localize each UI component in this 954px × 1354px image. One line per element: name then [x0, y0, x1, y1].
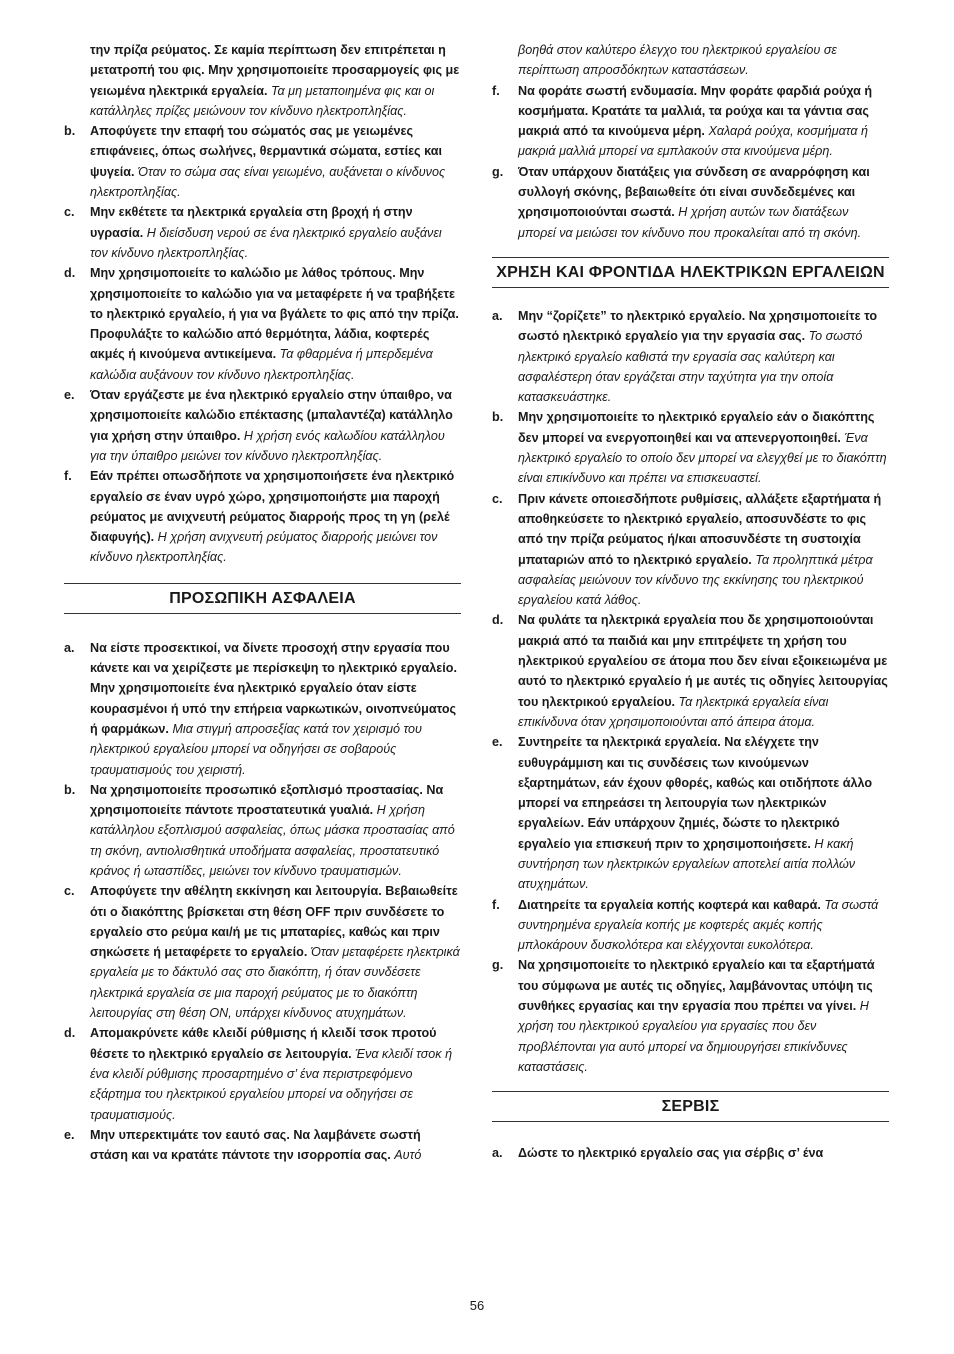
section-heading-use-and-care: ΧΡΗΣΗ ΚΑΙ ΦΡΟΝΤΙΔΑ ΗΛΕΚΤΡΙΚΩΝ ΕΡΓΑΛΕΙΩΝ — [492, 257, 889, 288]
italic-text: Όταν το σώμα σας είναι γειωμένο, αυξάνεται ο κίνδυνος ηλεκτροπληξίας. — [90, 164, 446, 200]
italic-text: Τα φθαρμένα ή μπερδεμένα καλώδια αυξάνουν τον κίνδυνο ηλεκτροπληξίας. — [90, 347, 433, 382]
bold-text: Αποφύγετε την αθέλητη εκκίνηση και λειτουργία. Βεβαιωθείτε ότι ο διακόπτης βρίσκεται στη θέση OFF πριν συνδέσετε το εργαλείο στο ρεύμα και/ή με τις μπαταρίες, καθώς και πριν σηκώσετε ή μεταφέρετε το εργαλείο. — [90, 884, 458, 960]
continued-paragraph — [64, 40, 461, 121]
italic-text: Η διείσδυση νερού σε ένα ηλεκτρικό εργαλείο αυξάνει τον κίνδυνο ηλεκτροπληξίας. — [90, 225, 442, 260]
bold-text: Να φυλάτε τα ηλεκτρικά εργαλεία που δε χρησιμοποιούνται μακριά από τα παιδιά και μην επιτρέψετε τη χρήση του ηλεκτρικού εργαλείου σε άτομα που δεν είναι εξοικειωμένα με αυτό το ηλεκτρικό εργαλείο ή με αυτές τις οδηγίες λειτουργίας του ηλεκτρικού εργαλείου. — [518, 613, 888, 709]
italic-text: Η χρήση αυτών των διατάξεων μπορεί να μειώσει τον κίνδυνο που προκαλείται από τη σκόνη. — [518, 205, 862, 240]
item-marker: a. — [64, 640, 75, 655]
list-item-d — [64, 263, 461, 385]
italic-text: Ένα κλειδί τσοκ ή ένα κλειδί ρύθμισης προσαρτημένο σ’ ένα περιστρεφόμενο εξάρτημα του ηλεκτρικού εργαλείου μπορεί να οδηγήσει σε τραυματισμούς. — [90, 1046, 453, 1122]
italic-text: Η κακή συντήρηση των ηλεκτρικών εργαλείων αποτελεί αιτία πολλών ατυχημάτων. — [518, 836, 856, 892]
list-item-e — [64, 385, 461, 466]
item-marker: e. — [492, 735, 503, 750]
item-marker: c. — [64, 884, 75, 899]
page-number: 56 — [469, 1298, 485, 1313]
italic-text: Ένα ηλεκτρικό εργαλείο το οποίο δεν μπορεί να ελεγχθεί με το διακόπτη είναι επικίνδυνο και πρέπει να επισκευαστεί. — [518, 430, 887, 486]
item-marker: a. — [492, 308, 503, 323]
bold-text: Μην εκθέτετε τα ηλεκτρικά εργαλεία στη βροχή ή στην υγρασία. — [90, 205, 413, 240]
section-heading-service: ΣΕΡΒΙΣ — [492, 1091, 889, 1122]
bold-text: Μην χρησιμοποιείτε το ηλεκτρικό εργαλείο εάν ο διακόπτης δεν μπορεί να ενεργοποιηθεί και να απενεργοποιηθεί. — [518, 410, 875, 445]
bold-text: Να χρησιμοποιείτε το ηλεκτρικό εργαλείο και τα εξαρτήματά του σύμφωνα με αυτές τις οδηγίες, λαμβάνοντας υπόψη τις συνθήκες εργασίας και την εργασία που πρέπει να γίνει. — [518, 958, 875, 1014]
right-column — [492, 40, 889, 1164]
bold-text: Απομακρύνετε κάθε κλειδί ρύθμισης ή κλειδί τσοκ προτού θέσετε το ηλεκτρικό εργαλείο σε λειτουργία. — [90, 1026, 437, 1061]
item-marker: c. — [492, 491, 503, 506]
italic-text: Τα σωστά συντηρημένα εργαλεία κοπής με κοφτερές ακμές κοπής μπλοκάρουν δυσκολότερα και ελέγχονται ευκολότερα. — [518, 897, 879, 953]
italic-text: Η χρήση του ηλεκτρικού εργαλείου για εργασίες που δεν προβλέπονται για αυτό μπορεί να δημιουργήσει επικίνδυνες καταστάσεις. — [518, 999, 869, 1074]
bold-text: Συντηρείτε τα ηλεκτρικά εργαλεία. Να ελέγχετε την ευθυγράμμιση και τις συνδέσεις των κινούμενων εξαρτημάτων, εάν έχουν φθορές, καθώς και οτιδήποτε άλλο μπορεί να επηρεάσει τη λειτουργία των ηλεκτρικών εργαλείων. Εάν υπάρχουν ζημιές, δώστε το ηλεκτρικό εργαλείο για επισκευή πριν το χρησιμοποιήσετε. — [518, 735, 873, 851]
list-item-d — [492, 610, 889, 732]
item-marker: f. — [492, 897, 500, 912]
item-marker: c. — [64, 205, 75, 220]
bold-text: Μην χρησιμοποιείτε το καλώδιο με λάθος τρόπους. Μην χρησιμοποιείτε το καλώδιο για να μεταφέρετε ή να τραβήξετε το ηλεκτρικό εργαλείο, ή για να βγάλετε το φις από την πρίζα. Προφυλάξτε το καλώδιο από θερμότητα, λάδια, κοφτερές ακμές ή κινούμενα αντικείμενα. — [90, 266, 459, 362]
section-heading-personal-safety: ΠΡΟΣΩΠΙΚΗ ΑΣΦΑΛΕΙΑ — [64, 583, 461, 614]
bold-text: Δώστε το ηλεκτρικό εργαλείο σας για σέρβις σ’ ένα — [518, 1146, 824, 1161]
bold-text: Εάν πρέπει οπωσδήποτε να χρησιμοποιήσετε ένα ηλεκτρικό εργαλείο σε έναν υγρό χώρο, χρησιμοποιήστε μια παροχή ρεύματος με ανιχνευτή ρεύματος διαρροής προς τη γη (ρελέ διαφυγής). — [90, 469, 455, 545]
italic-text: Τα μη μεταποιημένα φις και οι κατάλληλες πρίζες μειώνουν τον κίνδυνο ηλεκτροπληξίας. — [90, 83, 435, 118]
list-item-f — [492, 895, 889, 956]
italic-text: Η χρήση κατάλληλου εξοπλισμού ασφαλείας, όπως μάσκα προστασίας από τη σκόνη, αντιολισθητικά υποδήματα ασφαλείας, προστατευτικό κράνος ή ωτασπίδες, μειώνει τον κίνδυνο τραυματισμών. — [90, 803, 455, 878]
bold-text: Πριν κάνετε οποιεσδήποτε ρυθμίσεις, αλλάξετε εξαρτήματα ή αποθηκεύσετε το ηλεκτρικό εργαλείο, αποσυνδέστε το φις από την πρίζα ρεύματος ή/και αποσυνδέστε τη συστοιχία μπαταριών από το ηλεκτρικό εργαλείο. — [518, 491, 882, 567]
bold-text: Μην υπερεκτιμάτε τον εαυτό σας. Να λαμβάνετε σωστή στάση και να κρατάτε πάντοτε την ισορροπία σας. — [90, 1127, 421, 1163]
item-marker: d. — [492, 613, 504, 628]
continued-paragraph — [492, 40, 889, 81]
item-marker: e. — [64, 1127, 75, 1142]
item-marker: b. — [64, 124, 76, 139]
list-item-a — [64, 638, 461, 780]
item-marker: d. — [64, 1026, 76, 1041]
italic-text: Μια στιγμή απροσεξίας κατά τον χειρισμό του ηλεκτρικού εργαλείου μπορεί να οδηγήσει σε σοβαρούς τραυματισμούς του χειριστή. — [90, 721, 422, 777]
item-marker: f. — [64, 469, 72, 484]
italic-text: Η χρήση ενός καλωδίου κατάλληλου για την ύπαιθρο μειώνει τον κίνδυνο ηλεκτροπληξίας. — [90, 428, 445, 463]
bold-text: Να φοράτε σωστή ενδυμασία. Μην φοράτε φαρδιά ρούχα ή κοσμήματα. Κρατάτε τα μαλλιά, τα ρούχα και τα γάντια σας μακριά από τα κινούμενα μέρη. — [518, 83, 873, 139]
italic-text: Η χρήση ανιχνευτή ρεύματος διαρροής μειώνει τον κίνδυνο ηλεκτροπληξίας. — [90, 530, 438, 565]
bold-text: Αποφύγετε την επαφή του σώματός σας με γειωμένες επιφάνειες, όπως σωλήνες, θερμαντικά σώματα, εστίες και ψυγεία. — [90, 124, 442, 179]
item-marker: b. — [64, 782, 76, 797]
list-item-b — [492, 407, 889, 488]
list-item-f — [492, 81, 889, 162]
italic-text: Όταν μεταφέρετε ηλεκτρικά εργαλεία με το δάκτυλό σας στο διακόπτη, ή όταν συνδέσετε ηλεκτρικά εργαλεία σε μια παροχή ρεύματος με το διακόπτη λειτουργίας στη θέση ON, υπάρχει κίνδυνος ατυχημάτων. — [90, 945, 460, 1021]
left-column — [64, 40, 461, 1165]
list-item-a — [492, 306, 889, 407]
item-marker: d. — [64, 266, 76, 281]
italic-text: Χαλαρά ρούχα, κοσμήματα ή μακριά μαλλιά μπορεί να εμπλακούν στα κινούμενα μέρη. — [518, 124, 869, 159]
list-item-a — [492, 1143, 889, 1163]
italic-text: Τα ηλεκτρικά εργαλεία είναι επικίνδυνα όταν χρησιμοποιούνται από άπειρα άτομα. — [518, 694, 829, 729]
list-item-f — [64, 466, 461, 567]
bold-text: Όταν εργάζεστε με ένα ηλεκτρικό εργαλείο στην ύπαιθρο, να χρησιμοποιείτε καλώδιο επέκτασης (μπαλαντέζα) κατάλληλο για χρήση στην ύπαιθρο. — [90, 388, 453, 443]
italic-text: Τα προληπτικά μέτρα ασφαλείας μειώνουν τον κίνδυνο της εκκίνησης του ηλεκτρικού εργαλείου κατά λάθος. — [518, 552, 873, 608]
list-item-e — [492, 732, 889, 894]
bold-text: Διατηρείτε τα εργαλεία κοπής κοφτερά και καθαρά. — [518, 897, 821, 912]
item-marker: b. — [492, 410, 504, 425]
list-item-b — [64, 121, 461, 202]
italic-text: Αυτό — [394, 1148, 422, 1163]
item-marker: a. — [492, 1146, 503, 1161]
item-marker: g. — [492, 958, 504, 973]
list-item-g — [492, 162, 889, 243]
bold-text: την πρίζα ρεύματος. Σε καμία περίπτωση δεν επιτρέπεται η μετατροπή του φις. Μην χρησιμοποιείτε προσαρμογείς φις με γειωμένα ηλεκτρικά εργαλεία. — [90, 43, 460, 98]
item-marker: f. — [492, 83, 500, 98]
list-item-g — [492, 955, 889, 1077]
list-item-d — [64, 1023, 461, 1124]
bold-text: Να είστε προσεκτικοί, να δίνετε προσοχή στην εργασία που κάνετε και να χειρίζεστε με περίσκεψη το ηλεκτρικό εργαλείο. Μην χρησιμοποιείτε ένα ηλεκτρικό εργαλείο όταν είστε κουρασμένοι ή υπό την επήρεια ναρκωτικών, οινοπνεύματος ή φαρμάκων. — [90, 640, 457, 736]
bold-text: Μην “ζορίζετε” το ηλεκτρικό εργαλείο. Να χρησιμοποιείτε το σωστό ηλεκτρικό εργαλείο για την εργασία σας. — [518, 308, 878, 344]
bold-text: Όταν υπάρχουν διατάξεις για σύνδεση σε αναρρόφηση και συλλογή σκόνης, βεβαιωθείτε ότι είναι συνδεδεμένες και χρησιμοποιούνται σωστά. — [518, 164, 870, 220]
italic-text: Το σωστό ηλεκτρικό εργαλείο καθιστά την εργασία σας καλύτερη και ασφαλέστερη όταν εργάζεται στην ταχύτητα για την οποία κατασκευάστηκε. — [518, 329, 863, 405]
list-item-e — [64, 1125, 461, 1166]
list-item-c — [492, 489, 889, 611]
list-item-c — [64, 881, 461, 1023]
item-marker: e. — [64, 388, 75, 403]
item-marker: g. — [492, 164, 504, 179]
bold-text: Να χρησιμοποιείτε προσωπικό εξοπλισμό προστασίας. Να χρησιμοποιείτε πάντοτε προστατευτικά γυαλιά. — [90, 782, 444, 818]
italic-text: βοηθά στον καλύτερο έλεγχο του ηλεκτρικού εργαλείου σε περίπτωση απροσδόκητων καταστάσεων. — [518, 43, 837, 78]
list-item-c — [64, 202, 461, 263]
list-item-b — [64, 780, 461, 881]
